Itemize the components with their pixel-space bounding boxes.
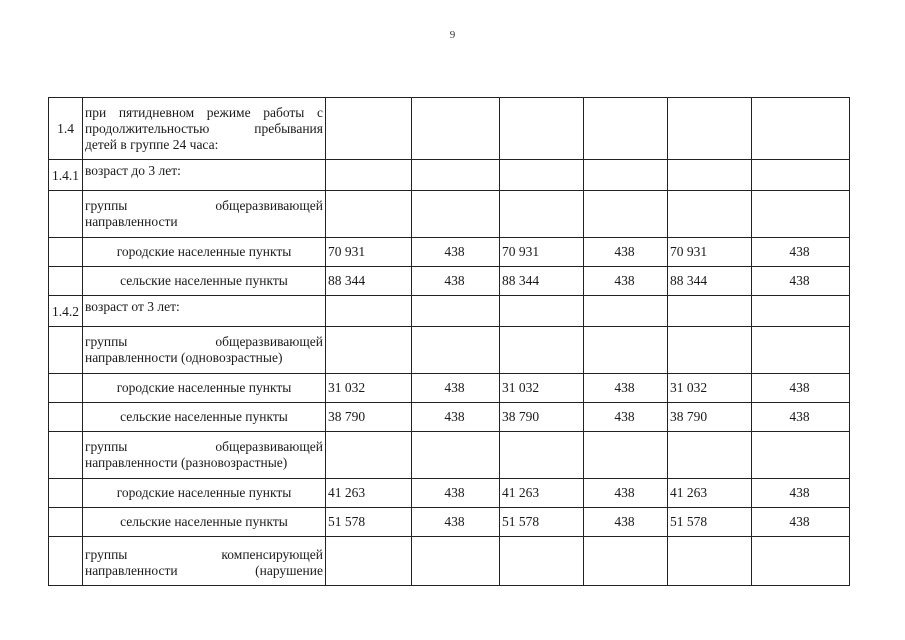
value-cell: 38 790 bbox=[326, 403, 412, 432]
value-cell: 51 578 bbox=[500, 508, 584, 537]
row-description: возраст от 3 лет: bbox=[83, 296, 326, 327]
table-row bbox=[49, 432, 850, 479]
group-description: группы общеразвивающей направленности bbox=[83, 191, 326, 238]
value-cell: 38 790 bbox=[500, 403, 584, 432]
value-cell: 38 790 bbox=[668, 403, 752, 432]
value-cell: 438 bbox=[584, 238, 668, 267]
value-cell: 438 bbox=[412, 403, 500, 432]
value-cell: 438 bbox=[412, 238, 500, 267]
table-row bbox=[49, 160, 850, 191]
value-cell: 88 344 bbox=[326, 267, 412, 296]
value-cell: 438 bbox=[412, 267, 500, 296]
page-number: 9 bbox=[449, 29, 456, 41]
value-cell: 88 344 bbox=[668, 267, 752, 296]
tariff-table bbox=[48, 97, 850, 586]
value-cell: 31 032 bbox=[326, 374, 412, 403]
row-number: 1.4 bbox=[49, 98, 83, 160]
row-number: 1.4.2 bbox=[49, 296, 83, 327]
value-cell: 438 bbox=[584, 403, 668, 432]
value-cell: 438 bbox=[752, 267, 850, 296]
value-cell: 438 bbox=[752, 374, 850, 403]
value-cell: 438 bbox=[412, 479, 500, 508]
value-cell: 438 bbox=[752, 403, 850, 432]
settlement-label: сельские населенные пункты bbox=[83, 267, 326, 296]
settlement-label: городские населенные пункты bbox=[83, 238, 326, 267]
table-row bbox=[49, 327, 850, 374]
value-cell: 41 263 bbox=[326, 479, 412, 508]
table-row bbox=[49, 98, 850, 160]
settlement-label: городские населенные пункты bbox=[83, 374, 326, 403]
table-row bbox=[49, 191, 850, 238]
table-row bbox=[49, 267, 850, 296]
table-row bbox=[49, 296, 850, 327]
value-cell: 438 bbox=[752, 479, 850, 508]
value-cell: 438 bbox=[584, 508, 668, 537]
group-description: группы общеразвивающей направленности (одновозрастные) bbox=[83, 327, 326, 374]
value-cell: 31 032 bbox=[668, 374, 752, 403]
row-description: при пятидневном режиме работы с продолжительностью пребывания детей в группе 24 часа: bbox=[83, 98, 326, 160]
value-cell: 70 931 bbox=[326, 238, 412, 267]
row-number: 1.4.1 bbox=[49, 160, 83, 191]
value-cell: 438 bbox=[584, 374, 668, 403]
value-cell: 438 bbox=[752, 508, 850, 537]
table-row bbox=[49, 479, 850, 508]
value-cell: 41 263 bbox=[500, 479, 584, 508]
value-cell: 31 032 bbox=[500, 374, 584, 403]
value-cell: 438 bbox=[412, 374, 500, 403]
group-description: группы компенсирующей направленности (нарушение bbox=[83, 537, 326, 586]
row-description: возраст до 3 лет: bbox=[83, 160, 326, 191]
value-cell: 70 931 bbox=[668, 238, 752, 267]
settlement-label: сельские населенные пункты bbox=[83, 403, 326, 432]
table-row bbox=[49, 403, 850, 432]
value-cell: 41 263 bbox=[668, 479, 752, 508]
settlement-label: сельские населенные пункты bbox=[83, 508, 326, 537]
value-cell: 51 578 bbox=[668, 508, 752, 537]
table-row bbox=[49, 537, 850, 586]
value-cell: 438 bbox=[412, 508, 500, 537]
group-description: группы общеразвивающей направленности (разновозрастные) bbox=[83, 432, 326, 479]
value-cell: 438 bbox=[584, 479, 668, 508]
table-row bbox=[49, 508, 850, 537]
value-cell: 51 578 bbox=[326, 508, 412, 537]
table-row bbox=[49, 374, 850, 403]
value-cell: 438 bbox=[752, 238, 850, 267]
table-row bbox=[49, 238, 850, 267]
value-cell: 70 931 bbox=[500, 238, 584, 267]
value-cell: 88 344 bbox=[500, 267, 584, 296]
value-cell: 438 bbox=[584, 267, 668, 296]
settlement-label: городские населенные пункты bbox=[83, 479, 326, 508]
